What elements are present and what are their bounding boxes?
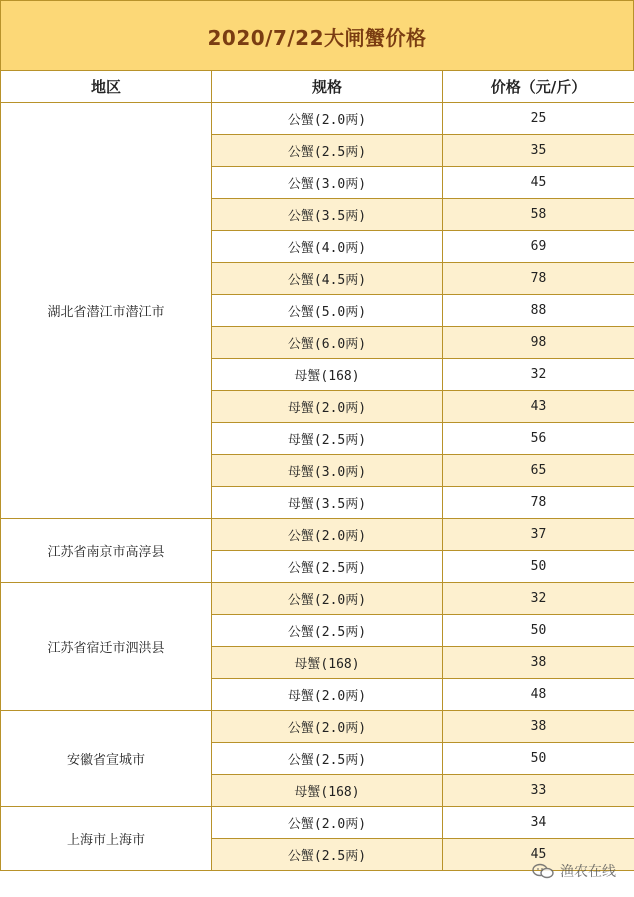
price-cell: 50 — [443, 551, 634, 583]
price-cell: 56 — [443, 423, 634, 455]
header-region: 地区 — [1, 71, 212, 103]
price-cell: 45 — [443, 839, 634, 871]
region-cell: 江苏省宿迁市泗洪县 — [1, 583, 212, 711]
page-title: 2020/7/22大闸蟹价格 — [207, 25, 427, 50]
spec-cell: 公蟹(2.0两) — [212, 807, 443, 839]
spec-cell: 母蟹(168) — [212, 775, 443, 807]
price-cell: 58 — [443, 199, 634, 231]
price-cell: 38 — [443, 711, 634, 743]
price-cell: 78 — [443, 487, 634, 519]
spec-cell: 公蟹(5.0两) — [212, 295, 443, 327]
table-row — [1, 103, 634, 135]
spec-cell: 母蟹(2.0两) — [212, 391, 443, 423]
region-cell: 江苏省南京市高淳县 — [1, 519, 212, 583]
spec-cell: 公蟹(3.0两) — [212, 167, 443, 199]
price-cell: 78 — [443, 263, 634, 295]
spec-cell: 公蟹(2.5两) — [212, 551, 443, 583]
table-row — [1, 583, 634, 615]
region-cell: 安徽省宣城市 — [1, 711, 212, 807]
price-cell: 25 — [443, 103, 634, 135]
price-cell: 33 — [443, 775, 634, 807]
region-cell: 上海市上海市 — [1, 807, 212, 871]
spec-cell: 公蟹(4.0两) — [212, 231, 443, 263]
spec-cell: 公蟹(2.5两) — [212, 839, 443, 871]
price-cell: 65 — [443, 455, 634, 487]
price-cell: 50 — [443, 615, 634, 647]
price-cell: 45 — [443, 167, 634, 199]
price-cell: 88 — [443, 295, 634, 327]
table-row — [1, 711, 634, 743]
price-cell: 69 — [443, 231, 634, 263]
price-cell: 32 — [443, 359, 634, 391]
spec-cell: 母蟹(168) — [212, 359, 443, 391]
spec-cell: 公蟹(3.5两) — [212, 199, 443, 231]
spec-cell: 公蟹(2.5两) — [212, 743, 443, 775]
table-row — [1, 519, 634, 551]
spec-cell: 母蟹(3.5两) — [212, 487, 443, 519]
spec-cell: 公蟹(2.5两) — [212, 135, 443, 167]
price-cell: 98 — [443, 327, 634, 359]
spec-cell: 母蟹(2.0两) — [212, 679, 443, 711]
price-cell: 48 — [443, 679, 634, 711]
price-cell: 38 — [443, 647, 634, 679]
table-body — [1, 103, 634, 871]
spec-cell: 母蟹(2.5两) — [212, 423, 443, 455]
region-cell: 湖北省潜江市潜江市 — [1, 103, 212, 519]
spec-cell: 公蟹(2.0两) — [212, 103, 443, 135]
header-price: 价格（元/斤） — [443, 71, 634, 103]
price-table — [0, 70, 634, 871]
wechat-icon — [532, 863, 554, 879]
watermark — [532, 861, 616, 881]
table-header-row — [1, 71, 634, 103]
watermark-text: 渔农在线 — [560, 864, 616, 880]
spec-cell: 公蟹(2.5两) — [212, 615, 443, 647]
price-cell: 35 — [443, 135, 634, 167]
price-cell: 37 — [443, 519, 634, 551]
spec-cell: 母蟹(3.0两) — [212, 455, 443, 487]
spec-cell: 母蟹(168) — [212, 647, 443, 679]
price-cell: 32 — [443, 583, 634, 615]
price-cell: 34 — [443, 807, 634, 839]
spec-cell: 公蟹(6.0两) — [212, 327, 443, 359]
header-spec: 规格 — [212, 71, 443, 103]
spec-cell: 公蟹(4.5两) — [212, 263, 443, 295]
spec-cell: 公蟹(2.0两) — [212, 519, 443, 551]
price-cell: 50 — [443, 743, 634, 775]
spec-cell: 公蟹(2.0两) — [212, 711, 443, 743]
spec-cell: 公蟹(2.0两) — [212, 583, 443, 615]
price-cell: 43 — [443, 391, 634, 423]
table-row — [1, 807, 634, 839]
title-bar — [0, 0, 634, 71]
